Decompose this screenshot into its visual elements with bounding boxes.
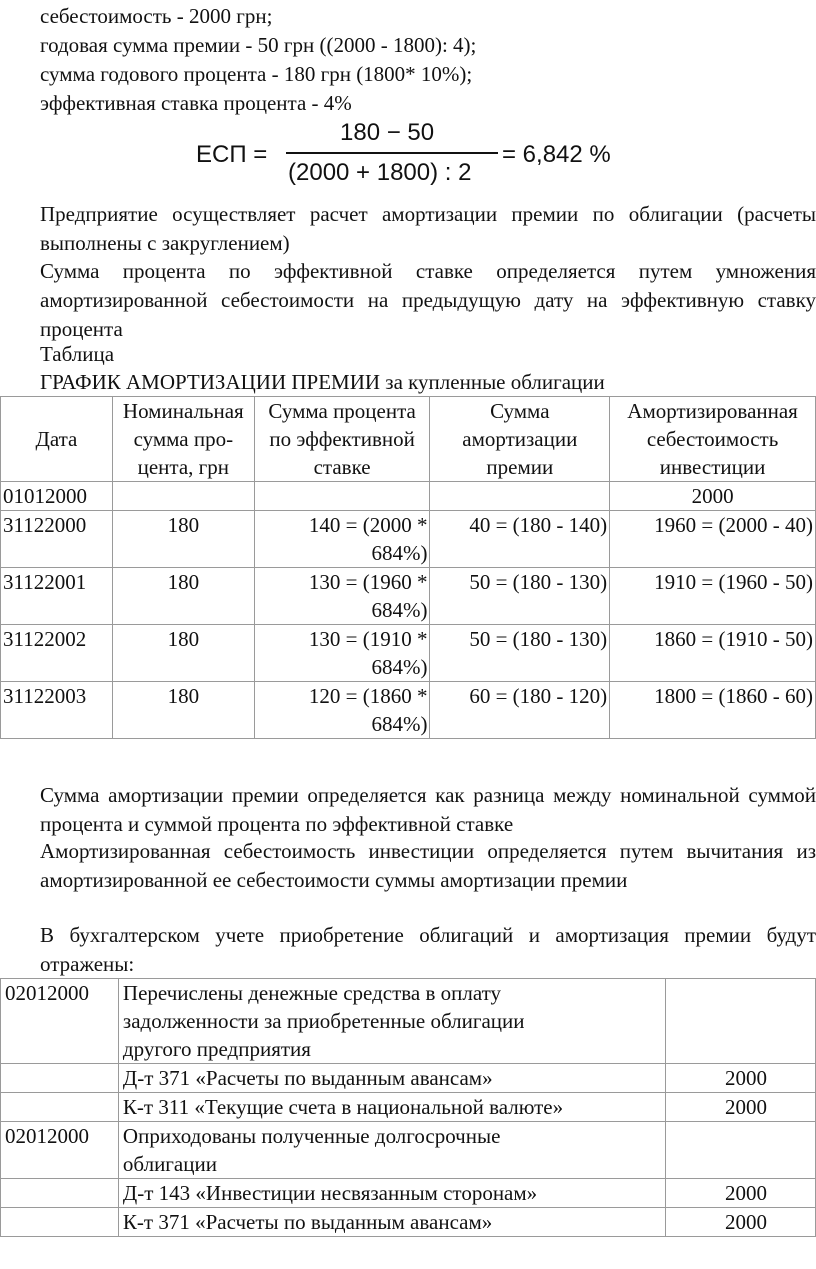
fraction-bar (286, 152, 498, 154)
entry-description: Д-т 371 «Расчеты по выданным авансам» (118, 1064, 665, 1093)
entry-date (1, 1208, 119, 1237)
cell-date: 01012000 (1, 482, 113, 511)
effective-rate-formula (196, 118, 636, 190)
paragraph-accounting-intro: В бухгалтерском учете приобретение облигаций и амортизация премии будут отражены: (40, 923, 816, 976)
entry-date (1, 1064, 119, 1093)
cell-nominal (112, 482, 254, 511)
entry-amount: 2000 (666, 1208, 816, 1237)
cell-nominal: 180 (112, 682, 254, 739)
cell-nominal: 180 (112, 625, 254, 682)
entry-date: 02012000 (1, 979, 119, 1064)
intro-annual-interest: сумма годового процента - 180 грн (1800* 10%); (40, 62, 473, 86)
table-row (1, 1122, 816, 1179)
table-row (1, 511, 816, 568)
entry-amount: 2000 (666, 1093, 816, 1122)
entry-date: 02012000 (1, 1122, 119, 1179)
header-effective-interest: Сумма процента по эффективной ставке (254, 397, 430, 482)
cell-cost: 1910 = (1960 - 50) (610, 568, 816, 625)
cell-effective (254, 482, 430, 511)
formula-denominator: (2000 + 1800) : 2 (288, 159, 472, 186)
entry-amount (666, 1122, 816, 1179)
cell-premium: 50 = (180 - 130) (430, 568, 610, 625)
cell-date: 31122001 (1, 568, 113, 625)
formula-lhs: ЕСП = (196, 141, 268, 168)
table-header-row (1, 397, 816, 482)
table-row (1, 1179, 816, 1208)
table-label: Таблица (40, 342, 115, 366)
paragraph-amortization-calc: Предприятие осуществляет расчет амортизации премии по облигации (расчеты выполнены с закруглением) (40, 202, 816, 255)
table-row (1, 1064, 816, 1093)
intro-cost: себестоимость - 2000 грн; (40, 4, 273, 28)
header-nominal-interest: Номинальная сумма про-цента, грн (112, 397, 254, 482)
table-row (1, 568, 816, 625)
table-row (1, 1093, 816, 1122)
intro-effective-rate: эффективная ставка процента - 4% (40, 91, 352, 115)
cell-cost: 1860 = (1910 - 50) (610, 625, 816, 682)
entry-description: Д-т 143 «Инвестиции несвязанным сторонам» (118, 1179, 665, 1208)
formula-numerator: 180 − 50 (340, 119, 435, 146)
cell-nominal: 180 (112, 568, 254, 625)
cell-date: 31122000 (1, 511, 113, 568)
table-row (1, 1208, 816, 1237)
entry-amount: 2000 (666, 1179, 816, 1208)
entry-description: К-т 371 «Расчеты по выданным авансам» (118, 1208, 665, 1237)
entry-date (1, 1179, 119, 1208)
entry-description: Оприходованы полученные долгосрочные облигации (118, 1122, 665, 1179)
cell-cost: 2000 (610, 482, 816, 511)
paragraph-interest-rule: Сумма процента по эффективной ставке определяется путем умножения амортизированной себестоимости на предыдущую дату на эффективную ставку процента (40, 259, 816, 341)
entry-date (1, 1093, 119, 1122)
cell-effective: 130 = (1960 * 684%) (254, 568, 430, 625)
entry-description: Перечислены денежные средства в оплату задолженности за приобретенные облигации другого предприятия (118, 979, 665, 1064)
cell-effective: 130 = (1910 * 684%) (254, 625, 430, 682)
entry-amount (666, 979, 816, 1064)
cell-nominal: 180 (112, 511, 254, 568)
cell-premium: 40 = (180 - 140) (430, 511, 610, 568)
table-row (1, 979, 816, 1064)
table-row (1, 482, 816, 511)
header-amortized-cost: Амортизированная себестоимость инвестиции (610, 397, 816, 482)
paragraph-premium-rule: Сумма амортизации премии определяется как разница между номинальной суммой процента и суммой процента по эффективной ставке (40, 783, 816, 836)
cell-premium: 50 = (180 - 130) (430, 625, 610, 682)
cell-date: 31122002 (1, 625, 113, 682)
cell-cost: 1960 = (2000 - 40) (610, 511, 816, 568)
formula-result: = 6,842 % (502, 141, 611, 168)
entry-description: К-т 311 «Текущие счета в национальной валюте» (118, 1093, 665, 1122)
table-row (1, 682, 816, 739)
table-row (1, 625, 816, 682)
cell-effective: 140 = (2000 * 684%) (254, 511, 430, 568)
amortization-schedule-table (0, 396, 816, 739)
cell-cost: 1800 = (1860 - 60) (610, 682, 816, 739)
header-premium-amortization: Сумма амортизации премии (430, 397, 610, 482)
accounting-entries-table (0, 978, 816, 1237)
cell-effective: 120 = (1860 * 684%) (254, 682, 430, 739)
intro-premium: годовая сумма премии - 50 грн ((2000 - 1800): 4); (40, 33, 477, 57)
entry-amount: 2000 (666, 1064, 816, 1093)
cell-premium: 60 = (180 - 120) (430, 682, 610, 739)
table-title: ГРАФИК АМОРТИЗАЦИИ ПРЕМИИ за купленные облигации (40, 370, 605, 394)
header-date: Дата (1, 397, 113, 482)
cell-premium (430, 482, 610, 511)
paragraph-cost-rule: Амортизированная себестоимость инвестиции определяется путем вычитания из амортизированной ее себестоимости суммы амортизации премии (40, 839, 816, 892)
cell-date: 31122003 (1, 682, 113, 739)
